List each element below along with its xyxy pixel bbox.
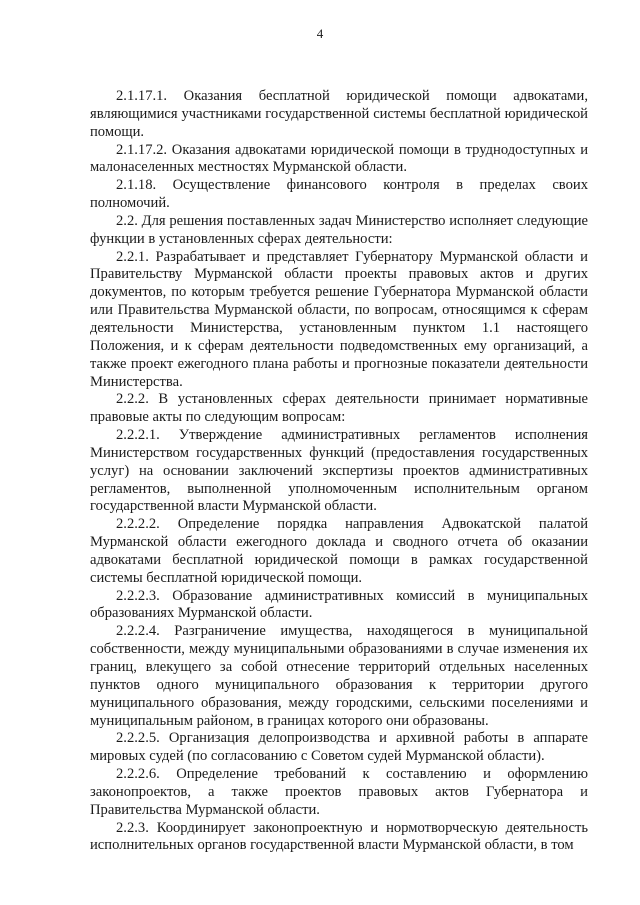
paragraph-2-2-1: 2.2.1. Разрабатывает и представляет Губернатору Мурманской области и Правительству Мурманской области проекты правовых актов и других документов, по которым требуется решение Губернатора Мурманской области или Правительства Мурманской области, по вопросам, относящимся к сферам деятельности Министерства, установленным пунктом 1.1 настоящего Положения, и к сферам деятельности подведомственных ему организаций, а также проект ежегодного плана работы и прогнозные показатели деятельности Министерства. bbox=[90, 248, 588, 390]
paragraph-2-1-17-1: 2.1.17.1. Оказания бесплатной юридической помощи адвокатами, являющимися участниками государственной системы бесплатной юридической помощи. bbox=[90, 88, 588, 140]
paragraph-2-2-2-5: 2.2.2.5. Организация делопроизводства и архивной работы в аппарате мировых судей (по согласованию с Советом судей Мурманской области). bbox=[90, 730, 588, 765]
paragraph-2-2-2-3: 2.2.2.3. Образование административных комиссий в муниципальных образованиях Мурманской области. bbox=[90, 587, 588, 622]
paragraph-2-1-17-2: 2.1.17.2. Оказания адвокатами юридической помощи в труднодоступных и малонаселенных местностях Мурманской области. bbox=[90, 141, 588, 176]
page-number: 4 bbox=[316, 26, 324, 41]
paragraph-2-2-2-6: 2.2.2.6. Определение требований к составлению и оформлению законопроектов, а также проектов правовых актов Губернатора и Правительства Мурманской области. bbox=[90, 766, 588, 818]
paragraph-2-2-2: 2.2.2. В установленных сферах деятельности принимает нормативные правовые акты по следующим вопросам: bbox=[90, 391, 588, 426]
document-body bbox=[90, 88, 588, 855]
paragraph-2-2-3: 2.2.3. Координирует законопроектную и нормотворческую деятельность исполнительных органов государственной власти Мурманской области, в том bbox=[90, 819, 588, 854]
paragraph-2-2-2-4: 2.2.2.4. Разграничение имущества, находящегося в муниципальной собственности, между муниципальными образованиями в случае изменения их границ, влекущего за собой отнесение территорий отдельных населенных пунктов одного муниципального образования к территории другого муниципального образования, между городскими, сельскими поселениями и муниципальным районом, в границах которого они образованы. bbox=[90, 623, 588, 729]
paragraph-2-2-2-1: 2.2.2.1. Утверждение административных регламентов исполнения Министерством государственных функций (предоставления государственных услуг) на основании заключений экспертизы проектов административных регламентов, выполненной уполномоченным исполнительным органом государственной власти Мурманской области. bbox=[90, 427, 588, 515]
paragraph-2-1-18: 2.1.18. Осуществление финансового контроля в пределах своих полномочий. bbox=[90, 177, 588, 212]
paragraph-2-2-2-2: 2.2.2.2. Определение порядка направления Адвокатской палатой Мурманской области ежегодного доклада и сводного отчета об оказании адвокатами бесплатной юридической помощи в рамках государственной системы бесплатной юридической помощи. bbox=[90, 516, 588, 586]
paragraph-2-2: 2.2. Для решения поставленных задач Министерство исполняет следующие функции в установленных сферах деятельности: bbox=[90, 212, 588, 247]
